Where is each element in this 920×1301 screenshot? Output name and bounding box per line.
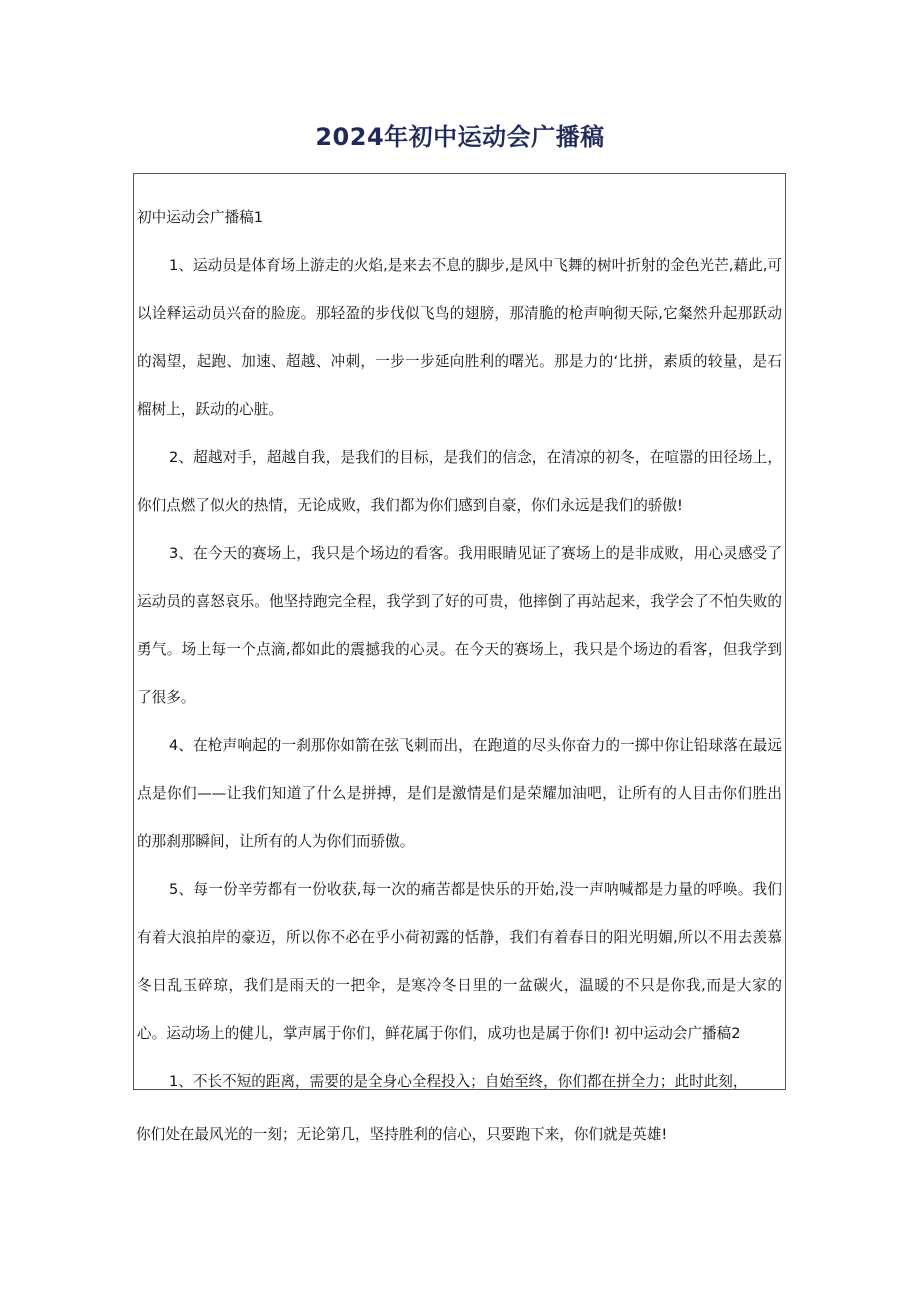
content-body: [137, 194, 782, 1090]
paragraph-2-line-2: 你们点燃了似火的热情，无论成败，我们都为你们感到自豪，你们永远是我们的骄傲!: [137, 497, 683, 514]
paragraph-5-line-1: 5、每一份辛劳都有一份收获,每一次的痛苦都是快乐的开始,没一声呐喊都是力量的呼唤。我们: [169, 881, 782, 898]
paragraph-5-line-2: 有着大浪拍岸的豪迈，所以你不必在乎小荷初露的恬静，我们有着春日的阳光明媚,所以不用去羡慕: [137, 929, 782, 946]
paragraph-5-line-3: 冬日乱玉碎琼，我们是雨天的一把伞，是寒冷冬日里的一盆碳火，温暖的不只是你我,而是大家的: [137, 977, 782, 994]
paragraph-3-line-4: 了很多。: [137, 689, 196, 706]
paragraph-1-line-1: 1、运动员是体育场上游走的火焰,是来去不息的脚步,是风中飞舞的树叶折射的金色光芒,藉此,可: [169, 257, 782, 274]
paragraph-2-line-1: 2、超越对手，超越自我，是我们的目标，是我们的信念，在清凉的初冬，在喧嚣的田径场上，: [169, 449, 782, 466]
paragraph-4-line-1: 4、在枪声响起的一刹那你如箭在弦飞刺而出，在跑道的尽头你奋力的一掷中你让铅球落在最远: [169, 737, 782, 754]
content-box: [133, 173, 786, 1090]
paragraph-5-line-4: 心。运动场上的健儿，掌声属于你们，鲜花属于你们，成功也是属于你们! 初中运动会广播稿2: [137, 1025, 741, 1042]
paragraph-3-line-3: 勇气。场上每一个点滴,都如此的震撼我的心灵。在今天的赛场上，我只是个场边的看客，但我学到: [137, 641, 782, 658]
paragraph-4-line-2: 点是你们——让我们知道了什么是拼搏，是们是激情是们是荣耀加油吧，让所有的人目击你们胜出: [137, 785, 782, 802]
paragraph-6-line-1: 1、不长不短的距离，需要的是全身心全程投入；自始至终，你们都在拼全力；此时此刻，: [169, 1073, 748, 1090]
paragraph-4-line-3: 的那刹那瞬间，让所有的人为你们而骄傲。: [137, 833, 415, 850]
paragraph-3-line-1: 3、在今天的赛场上，我只是个场边的看客。我用眼睛见证了赛场上的是非成败，用心灵感受了: [169, 545, 782, 562]
section-heading: 初中运动会广播稿1: [137, 209, 264, 226]
paragraph-1-line-3: 的渴望，起跑、加速、超越、冲刺，一步一步延向胜利的曙光。那是力的‘比拼，素质的较量，是石: [137, 353, 782, 370]
trailing-line: 你们处在最风光的一刻；无论第几，坚持胜利的信心，只要跑下来，你们就是英雄!: [136, 1126, 668, 1143]
document-title: 2024年初中运动会广播稿: [315, 123, 605, 151]
paragraph-1-line-4: 榴树上，跃动的心脏。: [137, 401, 283, 418]
paragraph-3-line-2: 运动员的喜怒哀乐。他坚持跑完全程，我学到了好的可贵，他摔倒了再站起来，我学会了不怕失败的: [137, 593, 782, 610]
paragraph-1-line-2: 以诠释运动员兴奋的脸庞。那轻盈的步伐似飞鸟的翅膀，那清脆的枪声响彻天际,它粲然升起那跃动: [137, 305, 782, 322]
